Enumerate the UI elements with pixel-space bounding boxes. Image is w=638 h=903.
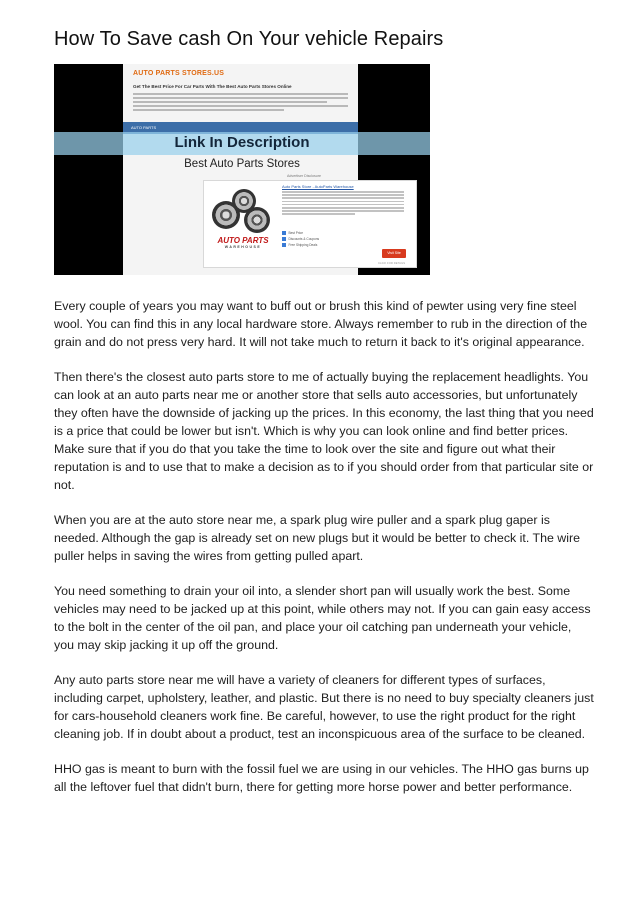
- check-item: Free Shipping Deals: [282, 242, 319, 248]
- site-headline: Get The Best Price For Car Parts With The Best Auto Parts Stores Online: [133, 84, 292, 89]
- brand-logo: [216, 237, 270, 250]
- check-item: Discounts & Coupons: [282, 236, 319, 242]
- feature-checklist: [282, 230, 319, 248]
- checkbox-icon: [282, 237, 286, 241]
- paragraph: Then there's the closest auto parts store to me of actually buying the replacement headlights. You can look at an auto parts near me or another store that sells auto accessories, but unfortunately they often have the downside of jacking up the prices. In this economy, the last thing that you need is a price that could be lower but isn't. Which is why you can look online and find better prices. Make sure that if you do that you take the time to look over the site and figure out what their reputation is and to use that to make a decision as to if you should order from that particular site or not.: [54, 370, 594, 492]
- paragraph: Every couple of years you may want to buff out or brush this kind of pewter using very fine steel wool. You can find this in any local hardware store. Always remember to rub in the direction of the grain and do not press very hard. It will not take much to return it back to it's original appearance.: [54, 299, 588, 349]
- link-banner-text: Link In Description: [174, 134, 310, 151]
- paragraph: Any auto parts store near me will have a variety of cleaners for different types of surfaces, including carpet, upholstery, leather, and plastic. But there is no need to buy specialty cleaners just for cars-household cleaners work fine. Be careful, however, to use the right product for the right cleaning job. If in doubt about a product, test an inconspicuous area of the surface to be cleaned.: [54, 673, 594, 741]
- page-title: How To Save cash On Your vehicle Repairs: [54, 28, 444, 50]
- site-body-text: [133, 93, 348, 113]
- site-logo: AUTO PARTS STORES.US: [133, 70, 225, 77]
- check-item: Best Price: [282, 230, 319, 236]
- paragraph: HHO gas is meant to burn with the fossil fuel we are using in our vehicles. The HHO gas burns up all the leftover fuel that didn't burn, there for getting more horse power and better performance.: [54, 762, 589, 794]
- article-body: [54, 297, 594, 813]
- wheels-image: [212, 187, 272, 233]
- checkbox-icon: [282, 231, 286, 235]
- store-link: Auto Parts Store - AutoParts Warehouse: [282, 184, 354, 189]
- brand-subtitle: WAREHOUSE: [224, 245, 262, 249]
- hero-image[interactable]: [54, 64, 430, 275]
- store-card: [203, 180, 417, 268]
- paragraph: When you are at the auto store near me, a spark plug wire puller and a spark plug gaper is needed. Although the gap is already set on new plugs but it would be better to check it. The wire puller helps in saving the wires from getting pulled apart.: [54, 513, 581, 563]
- card-footer: CLICK FOR DETAILS: [378, 261, 406, 265]
- visit-site-button: Visit Site: [382, 249, 406, 258]
- checkbox-icon: [282, 243, 286, 247]
- brand-name: AUTO PARTS: [217, 236, 269, 245]
- store-description: [282, 191, 404, 217]
- section-title: Best Auto Parts Stores: [184, 158, 300, 170]
- link-banner: [54, 132, 430, 155]
- advertiser-disclosure: Advertiser Disclosure: [287, 174, 321, 178]
- site-nav-label: AUTO PARTS: [131, 125, 157, 130]
- paragraph: You need something to drain your oil into, a slender short pan will usually work the best. Some vehicles may need to be jacked up at this point, while others may not. If you can gain easy access to the bolt in the center of the oil pan, and place your oil catching pan underneath your vehicle, you may skip jacking it up off the ground.: [54, 584, 591, 652]
